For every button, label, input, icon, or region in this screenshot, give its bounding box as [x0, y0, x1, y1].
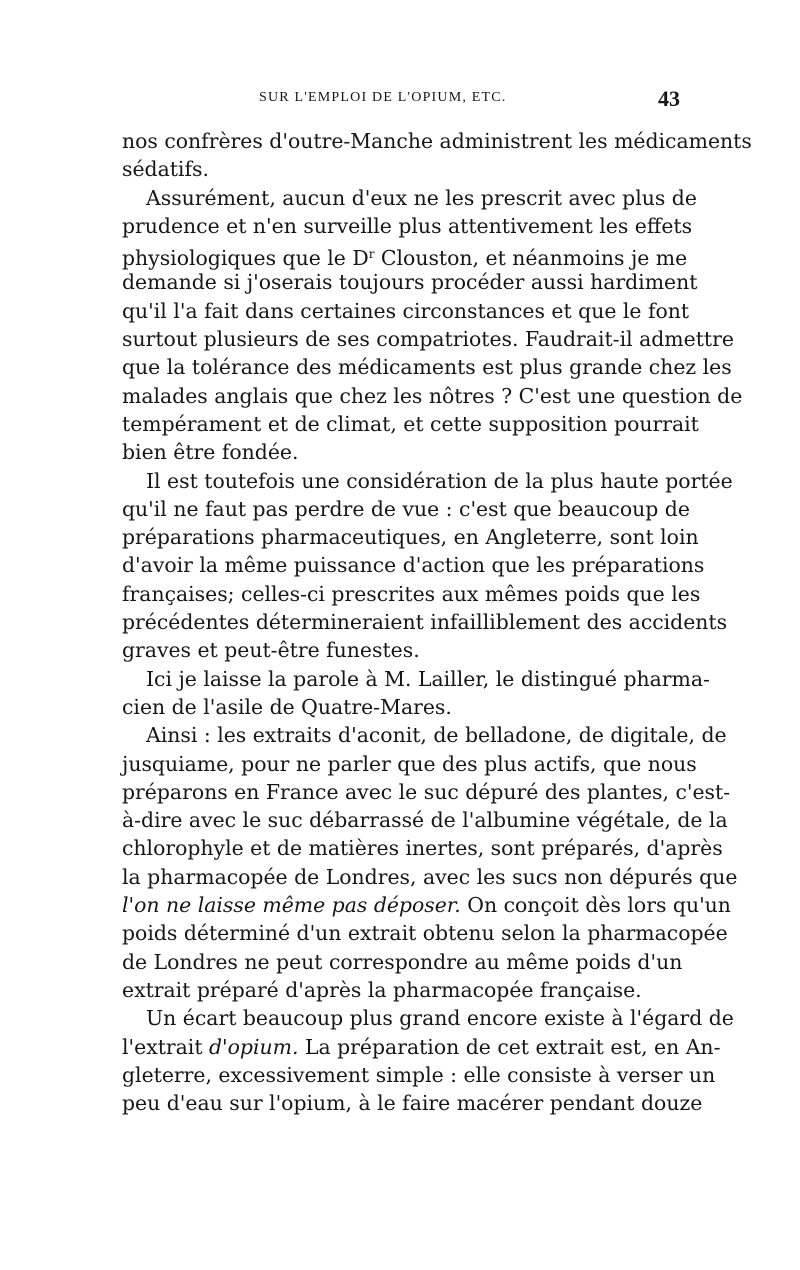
- text-line: Ici je laisse la parole à M. Lailler, le distingué pharma-: [146, 666, 710, 691]
- text-run: La préparation de cet extrait est, en An-: [298, 1034, 721, 1059]
- text-line: préparons en France avec le suc dépuré des plantes, c'est-: [122, 779, 731, 804]
- text-line: d'avoir la même puissance d'action que les préparations: [122, 553, 705, 578]
- text-line: gleterre, excessivement simple : elle consiste à verser un: [122, 1062, 716, 1087]
- text-line: précédentes détermineraient infailliblement des accidents: [122, 610, 728, 635]
- text-line: surtout plusieurs de ses compatriotes. Faudrait-il admettre: [122, 327, 734, 352]
- text-line: chlorophyle et de matières inertes, sont préparés, d'après: [122, 836, 723, 861]
- text-line: graves et peut-être funestes.: [122, 638, 420, 663]
- text-run: On conçoit dès lors qu'un: [460, 893, 731, 918]
- text-line: [122, 891, 731, 919]
- text-run: physiologiques que le D: [122, 246, 369, 271]
- running-title: SUR L'EMPLOI DE L'OPIUM, ETC.: [259, 90, 507, 105]
- text-line: Il est toutefois une considération de la plus haute portée: [146, 468, 733, 493]
- text-line: sédatifs.: [122, 157, 209, 182]
- text-line: [122, 1033, 721, 1061]
- text-line: peu d'eau sur l'opium, à le faire macérer pendant douze: [122, 1091, 703, 1116]
- text-line: qu'il ne faut pas perdre de vue : c'est que beaucoup de: [122, 496, 690, 521]
- superscript: r: [368, 247, 375, 262]
- text-line: malades anglais que chez les nôtres ? C'est une question de: [122, 383, 743, 408]
- text-line: nos confrères d'outre-Manche administrent les médicaments: [122, 129, 752, 153]
- running-head: [122, 86, 682, 114]
- text-line: tempérament et de climat, et cette supposition pourrait: [122, 411, 699, 436]
- text-line: extrait préparé d'après la pharmacopée française.: [122, 977, 642, 1002]
- italic-run: d'opium.: [209, 1034, 299, 1059]
- text-line: Assurément, aucun d'eux ne les prescrit avec plus de: [146, 185, 697, 210]
- text-line: à-dire avec le suc débarrassé de l'albumine végétale, de la: [122, 808, 728, 833]
- text-line: jusquiame, pour ne parler que des plus actifs, que nous: [122, 751, 697, 776]
- text-line: bien être fondée.: [122, 440, 299, 465]
- text-line: demande si j'oserais toujours procéder aussi hardiment: [122, 270, 698, 295]
- text-line: qu'il l'a fait dans certaines circonstances et que le font: [122, 298, 690, 323]
- text-run: l'extrait: [122, 1034, 209, 1059]
- text-line: poids déterminé d'un extrait obtenu selon la pharmacopée: [122, 921, 728, 946]
- text-run: Clouston, et néanmoins je me: [374, 246, 688, 271]
- text-line: que la tolérance des médicaments est plus grande chez les: [122, 355, 732, 380]
- text-line: prudence et n'en surveille plus attentivement les effets: [122, 213, 693, 238]
- text-line: Un écart beaucoup plus grand encore existe à l'égard de: [146, 1006, 734, 1031]
- text-line: préparations pharmaceutiques, en Angleterre, sont loin: [122, 525, 699, 550]
- italic-run: l'on ne laisse même pas déposer.: [122, 893, 461, 918]
- page-number: 43: [658, 86, 680, 111]
- text-line: de Londres ne peut correspondre au même poids d'un: [122, 949, 683, 974]
- text-line: la pharmacopée de Londres, avec les sucs non dépurés que: [122, 864, 738, 889]
- body-text: [122, 127, 752, 1117]
- text-line: Ainsi : les extraits d'aconit, de belladone, de digitale, de: [146, 723, 727, 748]
- text-line: cien de l'asile de Quatre-Mares.: [122, 694, 452, 719]
- text-line: françaises; celles-ci prescrites aux mêmes poids que les: [122, 581, 701, 606]
- text-line: [122, 240, 688, 271]
